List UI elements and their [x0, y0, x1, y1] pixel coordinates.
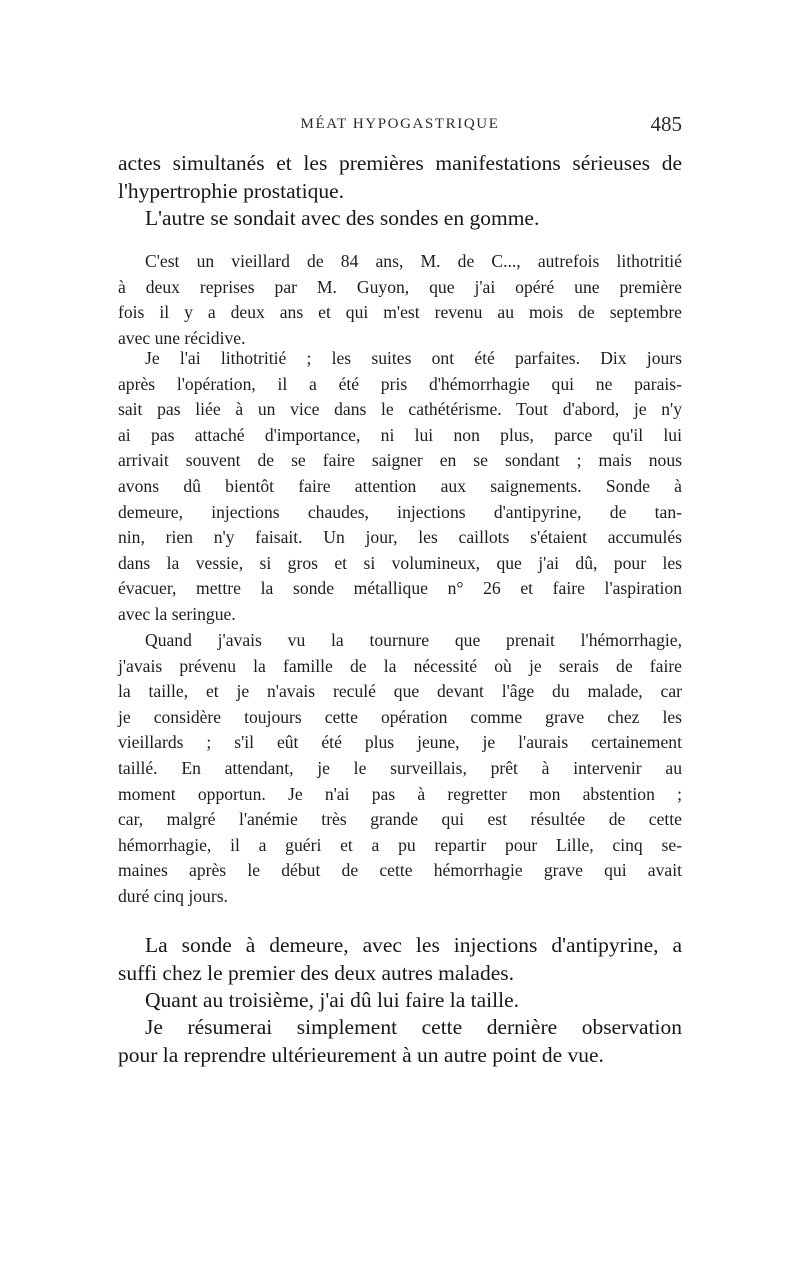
text-line: l'hypertrophie prostatique.	[118, 178, 344, 203]
text-line: C'est un vieillard de 84 ans, M. de C..., autrefois lithotritié	[145, 251, 682, 271]
text-line: j'avais prévenu la famille de la nécessité où je serais de faire	[118, 655, 682, 676]
text-line: fois il y a deux ans et qui m'est revenu au mois de septembre	[118, 302, 682, 323]
page-number: 485	[650, 112, 682, 136]
text-line: Quant au troisième, j'ai dû lui faire la taille.	[145, 988, 520, 1012]
paragraph	[118, 249, 682, 351]
paragraph	[118, 628, 682, 910]
paragraph	[118, 150, 682, 205]
text-line: car, malgré l'anémie très grande qui est résultée de cette	[118, 809, 682, 830]
paragraph	[118, 932, 682, 987]
running-title: MÉAT HYPOGASTRIQUE	[300, 116, 500, 132]
text-line: pour la reprendre ultérieurement à un autre point de vue.	[118, 1042, 604, 1067]
text-line: après l'opération, il a été pris d'hémorrhagie qui ne parais-	[118, 373, 682, 394]
text-line: avec la seringue.	[118, 603, 236, 624]
text-line: hémorrhagie, il a guéri et a pu repartir pour Lille, cinq se-	[118, 834, 682, 855]
text-line: moment opportun. Je n'ai pas à regretter mon abstention ;	[118, 783, 682, 804]
text-line: évacuer, mettre la sonde métallique n° 26 et faire l'aspiration	[118, 578, 682, 599]
text-line: vieillards ; s'il eût été plus jeune, je l'aurais certainement	[118, 732, 682, 753]
paragraph	[118, 205, 682, 233]
text-line: actes simultanés et les premières manifestations sérieuses de	[118, 151, 682, 175]
text-line: je considère toujours cette opération comme grave chez les	[118, 706, 682, 727]
text-line: avons dû bientôt faire attention aux saignements. Sonde à	[118, 475, 682, 496]
paragraph	[118, 1014, 682, 1069]
text-line: arrivait souvent de se faire saigner en se sondant ; mais nous	[118, 450, 682, 471]
text-line: duré cinq jours.	[118, 885, 228, 906]
text-line: la taille, et je n'avais reculé que devant l'âge du malade, car	[118, 681, 682, 702]
running-head	[118, 112, 682, 138]
paragraph	[118, 346, 682, 628]
text-line: Je l'ai lithotritié ; les suites ont été parfaites. Dix jours	[145, 348, 682, 368]
text-line: nin, rien n'y faisait. Un jour, les caillots s'étaient accumulés	[118, 527, 682, 548]
text-line: La sonde à demeure, avec les injections d'antipyrine, a	[145, 933, 682, 957]
text-line: maines après le début de cette hémorrhagie grave qui avait	[118, 860, 682, 881]
text-line: Je résumerai simplement cette dernière observation	[145, 1015, 682, 1039]
text-line: avec une récidive.	[118, 327, 246, 348]
text-line: dans la vessie, si gros et si volumineux, que j'ai dû, pour les	[118, 552, 682, 573]
text-line: L'autre se sondait avec des sondes en gomme.	[145, 206, 540, 230]
text-line: ai pas attaché d'importance, ni lui non plus, parce qu'il lui	[118, 424, 682, 445]
text-line: à deux reprises par M. Guyon, que j'ai opéré une première	[118, 276, 682, 297]
text-line: suffi chez le premier des deux autres malades.	[118, 960, 514, 985]
text-line: demeure, injections chaudes, injections d'antipyrine, de tan-	[118, 501, 682, 522]
paragraph	[118, 987, 682, 1015]
text-line: sait pas liée à un vice dans le cathétérisme. Tout d'abord, je n'y	[118, 399, 682, 420]
text-line: Quand j'avais vu la tournure que prenait l'hémorrhagie,	[145, 630, 682, 650]
text-line: taillé. En attendant, je le surveillais, prêt à intervenir au	[118, 757, 682, 778]
